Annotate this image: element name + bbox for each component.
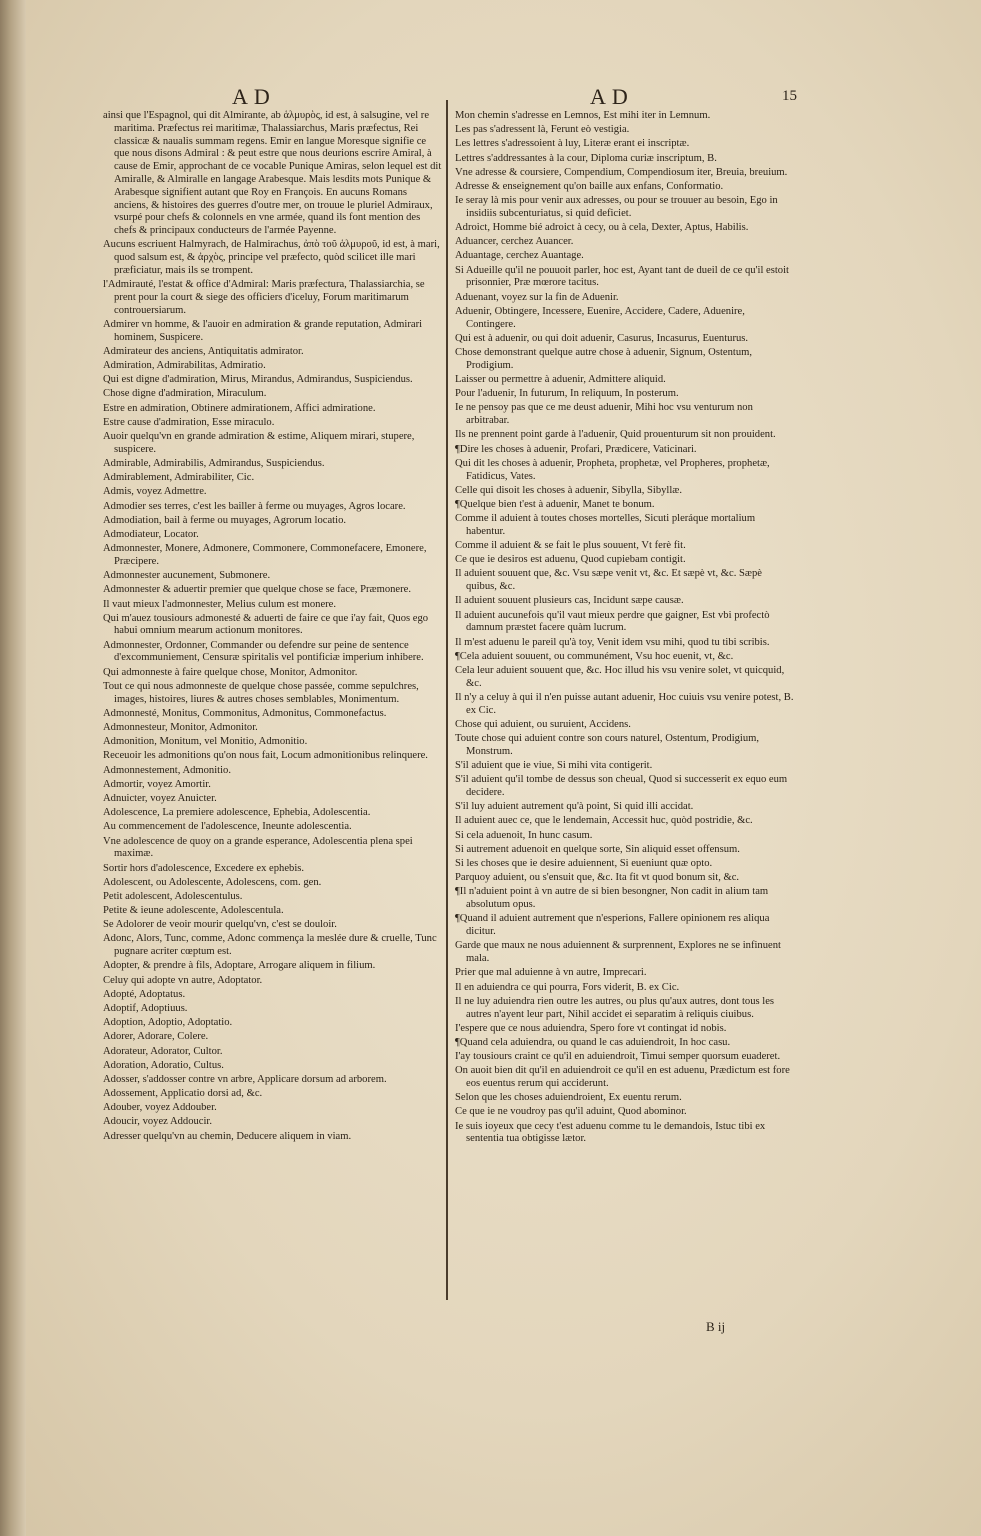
dictionary-entry: Mon chemin s'adresse en Lemnos, Est mihi iter in Lemnum. <box>455 110 711 121</box>
dictionary-entry: Lettres s'addressantes à la cour, Diploma curiæ inscriptum, B. <box>455 152 717 164</box>
dictionary-entry: Chose demonstrant quelque autre chose à aduenir, Signum, Ostentum, Prodigium. <box>455 347 753 371</box>
dictionary-entry: l'Admirauté, l'estat & office d'Admiral: Maris præfectura, Thalassiarchia, se prent pour la court & siege des officiers d'iceluy, Forum maritimarum controuersiarum. <box>103 279 425 316</box>
dictionary-entry: Admis, voyez Admettre. <box>103 486 207 498</box>
dictionary-entry: Il ne luy aduiendra rien outre les autres, ou plus qu'aux autres, dont tous les autres n'ayent leur part, Nihil accidet ei separatim à reliquis ciuibus. <box>455 995 775 1020</box>
dictionary-entry: Selon que les choses aduiendroient, Ex euentu rerum. <box>455 1092 682 1104</box>
dictionary-entry: Vne adresse & coursiere, Compendium, Compendiosum iter, Breuia, breuium. <box>455 166 788 178</box>
dictionary-entry: I'espere que ce nous aduiendra, Spero fore vt contingat id nobis. <box>455 1022 727 1034</box>
dictionary-entry: Comme il aduient & se fait le plus souuent, Vt ferè fit. <box>455 540 686 552</box>
dictionary-entry: Ie ne pensoy pas que ce me deust aduenir, Mihi hoc vsu venturum non arbitrabar. <box>455 402 753 427</box>
dictionary-entry: Admodiateur, Locator. <box>103 528 199 540</box>
dictionary-entry: Tout ce qui nous admonneste de quelque chose passée, comme sepulchres, images, histoires, liures & autres choses semblables, Monimentum. <box>103 680 419 705</box>
dictionary-entry: Il m'est aduenu le pareil qu'à toy, Venit idem vsu mihi, quod tu tibi scribis. <box>455 636 770 648</box>
dictionary-entry: Auoir quelqu'vn en grande admiration & estime, Aliquem mirari, stupere, suspicere. <box>103 431 415 455</box>
dictionary-entry: Il n'y a celuy à qui il n'en puisse autant aduenir, Hoc cuiuis vsu venire potest, B. ex Cic. <box>455 691 794 716</box>
running-header-right: AD <box>590 84 634 109</box>
dictionary-entry: Adresse & enseignement qu'on baille aux enfans, Conformatio. <box>455 180 724 192</box>
dictionary-entry: Aduenant, voyez sur la fin de Aduenir. <box>455 291 619 303</box>
dictionary-entry: Ie seray là mis pour venir aux adresses, ou pour se trouuer au besoin, Ego in insidiis subcenturiatus, si quid deficiet. <box>455 195 778 219</box>
dictionary-entry: Adolescent, ou Adolescente, Adolescens, com. gen. <box>103 876 322 888</box>
dictionary-entry: Ce que ie desiros est aduenu, Quod cupiebam contigit. <box>455 554 686 566</box>
dictionary-entry: Toute chose qui aduient contre son cours naturel, Ostentum, Prodigium, Monstrum. <box>455 733 760 757</box>
dictionary-entry: Ce que ie ne voudroy pas qu'il aduint, Quod abominor. <box>455 1106 687 1118</box>
dictionary-entry: Adnuicter, voyez Anuicter. <box>103 792 217 804</box>
dictionary-entry: Cela leur aduient souuent que, &c. Hoc illud his vsu venire solet, vt quicquid, &c. <box>455 664 785 689</box>
page-number: 15 <box>782 88 797 104</box>
dictionary-entry: Adoration, Adoratio, Cultus. <box>103 1059 224 1071</box>
dictionary-entry: ¶Dire les choses à aduenir, Profari, Prædicere, Vaticinari. <box>455 443 697 455</box>
dictionary-entry: Qui est digne d'admiration, Mirus, Mirandus, Admirandus, Suspiciendus. <box>103 374 413 386</box>
dictionary-entry: Admonnester, Ordonner, Commander ou defendre sur peine de sentence d'excommuniement, Censuræ spiritalis vel pontificiæ imperium inhibere. <box>103 639 424 664</box>
left-column <box>103 110 443 1145</box>
dictionary-entry: Admonnester aucunement, Submonere. <box>103 570 271 582</box>
dictionary-entry: I'ay tousiours craint ce qu'il en aduiendroit, Timui semper quorsum euaderet. <box>455 1051 781 1063</box>
dictionary-entry: Garde que maux ne nous aduiennent & surprennent, Explores ne se infinuent mala. <box>455 940 781 965</box>
dictionary-entry: Adorer, Adorare, Colere. <box>103 1031 209 1043</box>
dictionary-entry: Admodiation, bail à ferme ou muyages, Agrorum locatio. <box>103 514 347 526</box>
dictionary-entry: Adosser, s'addosser contre vn arbre, Applicare dorsum ad arborem. <box>103 1073 387 1085</box>
dictionary-entry: ¶Cela aduient souuent, ou communément, Vsu hoc euenit, vt, &c. <box>455 650 734 662</box>
dictionary-entry: Qui m'auez tousiours admonesté & aduerti de faire ce que i'ay fait, Quos ego habui omnium mearum actionum monitores. <box>103 612 429 637</box>
dictionary-entry: Aduenir, Obtingere, Incessere, Euenire, Accidere, Cadere, Aduenire, Contingere. <box>455 305 745 330</box>
dictionary-entry: Il aduient souuent plusieurs cas, Incidunt sæpe causæ. <box>455 595 684 607</box>
dictionary-entry: Adopter, & prendre à fils, Adoptare, Arrogare aliquem in filium. <box>103 960 376 972</box>
dictionary-entry: Laisser ou permettre à aduenir, Admittere aliquid. <box>455 374 666 385</box>
dictionary-entry: Il aduient auec ce, que le lendemain, Accessit huc, quòd postridie, &c. <box>455 815 753 827</box>
dictionary-entry: Adonc, Alors, Tunc, comme, Adonc commença la meslée dure & cruelle, Tunc pugnare acriter cœptum est. <box>103 933 437 958</box>
dictionary-entry: Adorateur, Adorator, Cultor. <box>103 1045 223 1057</box>
dictionary-entry: Chose qui aduient, ou suruient, Accidens. <box>455 718 631 730</box>
dictionary-entry: Si les choses que ie desire aduiennent, Si eueniunt quæ opto. <box>455 858 713 870</box>
dictionary-entry: Admonnesté, Monitus, Commonitus, Admonitus, Commonefactus. <box>103 707 387 719</box>
dictionary-entry: Comme il aduient à toutes choses mortelles, Sicuti pleráque mortalium habentur. <box>455 513 756 537</box>
dictionary-entry: S'il aduient qu'il tombe de dessus son cheual, Quod si successerit ex equo eum decidere. <box>455 774 788 799</box>
dictionary-entry: Ils ne prennent point garde à l'aduenir, Quid prouenturum sit non prouident. <box>455 429 776 441</box>
dictionary-entry: Receuoir les admonitions qu'on nous fait, Locum admonitionibus relinquere. <box>103 750 428 762</box>
dictionary-entry: Prier que mal aduienne à vn autre, Imprecari. <box>455 967 647 979</box>
dictionary-entry: Admonnester & aduertir premier que quelque chose se face, Præmonere. <box>103 584 411 596</box>
dictionary-entry: Celuy qui adopte vn autre, Adoptator. <box>103 974 263 986</box>
column-divider <box>446 100 448 1300</box>
dictionary-entry: Admiration, Admirabilitas, Admiratio. <box>103 360 266 372</box>
dictionary-entry: ¶Quelque bien t'est à aduenir, Manet te bonum. <box>455 498 655 510</box>
dictionary-entry: ¶Il n'aduient point à vn autre de si bien besongner, Non cadit in alium tam absolutum opus. <box>455 886 769 911</box>
dictionary-entry: Vne adolescence de quoy on a grande esperance, Adolescentia plena spei maximæ. <box>103 835 413 860</box>
dictionary-entry: Ie suis ioyeux que cecy t'est aduenu comme tu le demandois, Istuc tibi ex sententia tua obtigisse lætor. <box>455 1120 766 1145</box>
dictionary-entry: Adoucir, voyez Addoucir. <box>103 1116 213 1128</box>
dictionary-entry: Admonition, Monitum, vel Monitio, Admonitio. <box>103 736 308 748</box>
dictionary-entry: On auoit bien dit qu'il en aduiendroit ce qu'il en est aduenu, Prædictum est fore eos euentus rerum qui acciderunt. <box>455 1065 790 1090</box>
dictionary-entry: Pour l'aduenir, In futurum, In reliquum, In posterum. <box>455 388 679 400</box>
dictionary-entry: Admortir, voyez Amortir. <box>103 778 211 790</box>
dictionary-entry: Qui est à aduenir, ou qui doit aduenir, Casurus, Incasurus, Euenturus. <box>455 332 749 344</box>
dictionary-entry: Adossement, Applicatio dorsi ad, &c. <box>103 1088 263 1100</box>
dictionary-entry: Il aduient souuent que, &c. Vsu sæpe venit vt, &c. Et sæpè vt, &c. Sæpè quibus, &c. <box>455 568 762 593</box>
dictionary-entry: S'il luy aduient autrement qu'à point, Si quid illi accidat. <box>455 801 694 813</box>
dictionary-entry: Se Adolorer de veoir mourir quelqu'vn, c'est se douloir. <box>103 919 337 931</box>
dictionary-entry: S'il aduient que ie viue, Si mihi vita contigerit. <box>455 760 653 772</box>
dictionary-entry: Celle qui disoit les choses à aduenir, Sibylla, Sibyllæ. <box>455 484 683 496</box>
dictionary-entry: Adoption, Adoptio, Adoptatio. <box>103 1017 233 1029</box>
dictionary-entry: Admonnestement, Admonitio. <box>103 764 231 776</box>
dictionary-entry: Admirateur des anciens, Antiquitatis admirator. <box>103 345 304 357</box>
dictionary-entry: Admodier ses terres, c'est les bailler à ferme ou muyages, Agros locare. <box>103 500 406 512</box>
dictionary-entry: Il vaut mieux l'admonnester, Melius culum est monere. <box>103 598 337 610</box>
dictionary-entry: Estre en admiration, Obtinere admirationem, Affici admiratione. <box>103 402 376 414</box>
dictionary-entry: ainsi que l'Espagnol, qui dit Almirante, ab ἁλμυρὸς, id est, à salsugine, vel re maritima. Præfectus rei maritimæ, Thalassiarchus, Maris præfectus, Rei classicæ & naualis summam regens. Emir en langue Moresque signifie ce que nous disons Admiral : & peut estre que nous deurions escrire Amiral, à cause de Emir, approchant de ce vocable Punique Amiras, selon lequel est dit Amiralle, & Almiralle en langage Arabesque. Mais lesdits mots Punique & Arabesque signifient autant que Roy en François. En aucuns Romans anciens, & histoires des guerres d'outre mer, on trouue le pluriel Admiraux, vsurpé pour chefs & colonnels en vne armée, quand ils font mention des chefs & principaux conducteurs de l'armée Payenne. <box>103 110 442 237</box>
dictionary-entry: Qui admonneste à faire quelque chose, Monitor, Admonitor. <box>103 666 358 678</box>
page-gutter <box>0 0 26 1536</box>
dictionary-entry: Petite & ieune adolescente, Adolescentula. <box>103 905 284 917</box>
dictionary-entry: Adopté, Adoptatus. <box>103 988 186 1000</box>
running-header-left: AD <box>232 84 276 109</box>
dictionary-entry: Admirer vn homme, & l'auoir en admiration & grande reputation, Admirari hominem, Suspicere. <box>103 318 423 343</box>
dictionary-entry: Les pas s'adressent là, Ferunt eò vestigia. <box>455 124 630 136</box>
dictionary-entry: Admirablement, Admirabiliter, Cic. <box>103 472 255 484</box>
dictionary-entry: Adroict, Homme bié adroict à cecy, ou à cela, Dexter, Aptus, Habilis. <box>455 222 749 234</box>
dictionary-entry: Admirable, Admirabilis, Admirandus, Suspiciendus. <box>103 458 325 470</box>
dictionary-entry: Si autrement aduenoit en quelque sorte, Sin aliquid esset offensum. <box>455 843 740 855</box>
dictionary-entry: Aduancer, cerchez Auancer. <box>455 236 574 248</box>
dictionary-entry: Admonnester, Monere, Admonere, Commonere, Commonefacere, Emonere, Præcipere. <box>103 543 427 567</box>
dictionary-entry: Petit adolescent, Adolescentulus. <box>103 890 243 902</box>
right-column <box>455 110 795 1148</box>
dictionary-entry: Sortir hors d'adolescence, Excedere ex ephebis. <box>103 862 305 874</box>
dictionary-entry: ¶Quand il aduient autrement que n'esperions, Fallere opinionem res aliqua dicitur. <box>455 913 770 938</box>
dictionary-entry: Aucuns escriuent Halmyrach, de Halmirachus, ἀπὸ τοῦ ἁλμυροῦ, id est, à mari, quod salsum est, & ἀρχὸς, principe vel præfecto, quòd scilicet ille mari præficiatur, mais ils se trompent. <box>103 239 440 276</box>
dictionary-entry: Adolescence, La premiere adolescence, Ephebia, Adolescentia. <box>103 807 371 819</box>
dictionary-entry: Qui dit les choses à aduenir, Propheta, prophetæ, vel Propheres, prophetæ, Fatidicus, Vates. <box>455 457 770 482</box>
dictionary-entry: Si cela aduenoit, In hunc casum. <box>455 829 593 841</box>
dictionary-entry: Aduantage, cerchez Auantage. <box>455 250 584 262</box>
dictionary-entry: Adresser quelqu'vn au chemin, Deducere aliquem in viam. <box>103 1130 352 1142</box>
dictionary-entry: Estre cause d'admiration, Esse miraculo. <box>103 416 275 428</box>
dictionary-entry: Il aduient aucunefois qu'il vaut mieux perdre que gaigner, Est vbi profectò damnum præstet facere quàm lucrum. <box>455 609 770 634</box>
dictionary-entry: Parquoy aduient, ou s'ensuit que, &c. Ita fit vt quod bonum sit, &c. <box>455 872 740 884</box>
dictionary-entry: Les lettres s'adressoient à luy, Literæ erant ei inscriptæ. <box>455 138 690 150</box>
dictionary-entry: Chose digne d'admiration, Miraculum. <box>103 388 267 400</box>
signature-mark: B ij <box>706 1319 726 1334</box>
dictionary-entry: Au commencement de l'adolescence, Ineunte adolescentia. <box>103 821 352 833</box>
dictionary-entry: Admonnesteur, Monitor, Admonitor. <box>103 722 258 734</box>
dictionary-entry: Si Adueille qu'il ne pouuoit parler, hoc est, Ayant tant de dueil de ce qu'il estoit prisonnier, Præ mœrore tacitus. <box>455 264 789 289</box>
dictionary-entry: Adouber, voyez Addouber. <box>103 1102 217 1114</box>
dictionary-entry: Adoptif, Adoptiuus. <box>103 1002 188 1014</box>
dictionary-entry: ¶Quand cela aduiendra, ou quand le cas aduiendroit, In hoc casu. <box>455 1036 731 1048</box>
dictionary-entry: Il en aduiendra ce qui pourra, Fors viderit, B. ex Cic. <box>455 981 680 993</box>
